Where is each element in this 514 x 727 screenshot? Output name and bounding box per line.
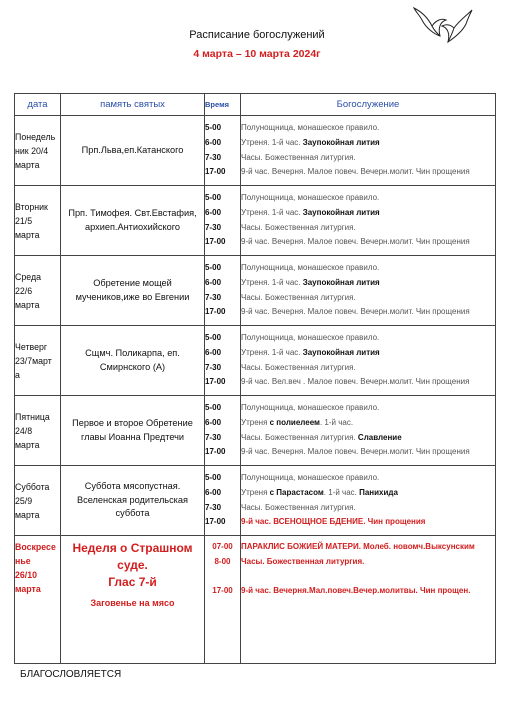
- doves-icon: [412, 6, 474, 46]
- service-line: [241, 486, 495, 501]
- time-value: 7-30: [205, 432, 222, 442]
- day-line: ник 20/4: [15, 145, 49, 156]
- times-cell: [205, 186, 241, 256]
- service-text: Утреня. 1-й час.: [241, 207, 303, 217]
- time-value: 7-30: [205, 222, 222, 232]
- day-line: Четверг: [15, 341, 48, 352]
- service-text: Часы. Божественная литургия.: [241, 222, 356, 232]
- day-line: марта: [15, 584, 41, 594]
- time-value: 5-00: [205, 473, 222, 483]
- service-line: [241, 206, 495, 221]
- service-line: [241, 515, 495, 530]
- service-line: [241, 431, 495, 446]
- day-line: марта: [15, 299, 40, 310]
- service-text: Утреня. 1-й час.: [241, 137, 303, 147]
- times-cell: [205, 466, 241, 536]
- time-value: 7-30: [205, 502, 222, 512]
- column-header-time: Время: [205, 94, 241, 116]
- service-bold-text: Заупокойная лития: [302, 277, 380, 287]
- service-text: Утреня: [241, 417, 270, 427]
- time-value: 17-00: [205, 517, 226, 527]
- service-line: [241, 235, 495, 250]
- column-header-service: Богослужение: [241, 94, 496, 116]
- services-cell: [241, 326, 496, 396]
- feast-title-line: Неделя о Страшном: [72, 541, 193, 555]
- day-cell: [15, 466, 61, 536]
- services-cell: [241, 116, 496, 186]
- day-line: 21/5: [15, 215, 33, 226]
- saints-cell: Обретение мощей мучеников,иже во Евгении: [61, 256, 205, 326]
- time-value: 5-00: [205, 403, 222, 413]
- service-bold-text: Панихида: [359, 487, 398, 497]
- feast-title-line: Глас 7-й: [108, 575, 157, 589]
- service-line: [241, 121, 495, 136]
- service-text: Полунощница, монашеское правило.: [241, 473, 380, 483]
- service-line: [241, 165, 495, 180]
- day-line: марта: [15, 229, 40, 240]
- service-text: 9-й час. Вечерня. Малое повеч. Вечерн.молит. Чин прощения: [241, 237, 470, 247]
- times-cell: [205, 326, 241, 396]
- day-line: нье: [15, 556, 31, 566]
- day-line: 24/8: [15, 425, 33, 436]
- service-line: [241, 331, 495, 346]
- times-cell: [205, 536, 241, 664]
- service-text: Часы. Божественная литургия.: [241, 362, 356, 372]
- service-text: Полунощница, монашеское правило.: [241, 263, 380, 273]
- blessing-text: БЛАГОСЛОВЛЯЕТСЯ: [20, 669, 122, 680]
- day-line: марта: [15, 159, 40, 170]
- table-row: [15, 466, 496, 536]
- service-line: [241, 346, 495, 361]
- service-text: 9-й час. Вечерня. Малое повеч. Вечерн.молит. Чин прощения: [241, 307, 470, 317]
- day-line: а: [15, 369, 20, 380]
- time-value: 6-00: [205, 347, 222, 357]
- service-line: [241, 569, 495, 584]
- service-line: [241, 416, 495, 431]
- table-row: [15, 396, 496, 466]
- service-text: Часы. Божественная литургия.: [241, 502, 356, 512]
- service-line: [241, 375, 495, 390]
- service-bold-text: Заупокойная лития: [302, 207, 380, 217]
- service-line: [241, 501, 495, 516]
- day-cell: [15, 326, 61, 396]
- time-value: 7-30: [205, 292, 222, 302]
- service-text: Полунощница, монашеское правило.: [241, 193, 380, 203]
- day-line: 23/7март: [15, 355, 52, 366]
- day-cell: [15, 186, 61, 256]
- table-header-row: [15, 94, 496, 116]
- time-value: [205, 569, 240, 584]
- column-header-date: дата: [15, 94, 61, 116]
- service-line: [241, 221, 495, 236]
- day-cell: [15, 116, 61, 186]
- service-bold-text: Заупокойная лития: [302, 347, 380, 357]
- service-text: Утреня. 1-й час.: [241, 277, 303, 287]
- service-text: Часы. Божественная литургия.: [241, 292, 356, 302]
- day-cell: [15, 536, 61, 664]
- services-cell: [241, 466, 496, 536]
- service-text: Полунощница, монашеское правило.: [241, 123, 380, 133]
- service-text: Утреня. 1-й час.: [241, 347, 303, 357]
- services-cell: [241, 256, 496, 326]
- times-cell: [205, 116, 241, 186]
- day-line: Воскресе: [15, 542, 56, 552]
- time-value: 6-00: [205, 487, 222, 497]
- date-range: 4 марта – 10 марта 2024г: [193, 48, 321, 60]
- time-value: 17-00: [205, 447, 226, 457]
- service-text: . 1-й час.: [319, 417, 354, 427]
- time-value: 17-00: [205, 307, 226, 317]
- service-text: 9-й час. Вечерня. Малое повеч. Вечерн.молит. Чин прощения: [241, 447, 470, 457]
- time-value: 17-00: [205, 377, 226, 387]
- saints-cell: Прп. Тимофея. Свт.Евстафия, архиеп.Антиохийского: [61, 186, 205, 256]
- time-value: 17-00: [212, 585, 233, 595]
- feast-subtitle: Заговенье на мясо: [90, 598, 175, 608]
- schedule-table: [14, 93, 496, 664]
- service-bold-text: 9-й час. ВСЕНОЩНОЕ БДЕНИЕ. Чин прощения: [241, 517, 426, 527]
- time-value: 5-00: [205, 263, 222, 273]
- service-line: 9-й час. Вечерня.Мал.повеч.Вечер.молитвы. Чин прощен.: [241, 585, 471, 595]
- day-line: Понедель: [15, 131, 56, 142]
- service-line: [241, 276, 495, 291]
- service-line: [241, 191, 495, 206]
- services-cell: [241, 396, 496, 466]
- service-bold-text: с Парастасом: [269, 487, 324, 497]
- time-value: 5-00: [205, 123, 222, 133]
- service-line: ПАРАКЛИС БОЖИЕЙ МАТЕРИ. Молеб. новомч.Выксунским: [241, 542, 475, 551]
- time-value: 6-00: [205, 207, 222, 217]
- table-row: [15, 256, 496, 326]
- time-value: 07-00: [212, 542, 233, 551]
- day-line: 26/10: [15, 570, 38, 580]
- time-value: 17-00: [205, 237, 226, 247]
- service-bold-text: Заупокойная лития: [302, 137, 380, 147]
- saints-cell: [61, 536, 205, 664]
- feast-title-line: суде.: [117, 558, 148, 572]
- saints-cell: Сщмч. Поликарпа, еп. Смирнского (А): [61, 326, 205, 396]
- day-line: Суббота: [15, 481, 50, 492]
- table-row: [15, 186, 496, 256]
- day-line: марта: [15, 439, 40, 450]
- service-line: [241, 445, 495, 460]
- time-value: 8-00: [214, 556, 231, 566]
- times-cell: [205, 256, 241, 326]
- service-text: Часы. Божественная литургия.: [241, 432, 358, 442]
- saints-cell: Суббота мясопустная. Вселенская родительская суббота: [61, 466, 205, 536]
- service-line: [241, 136, 495, 151]
- service-text: 9-й час. Вел.веч . Малое повеч. Вечерн.молит. Чин прощения: [241, 377, 470, 387]
- service-line: [241, 151, 495, 166]
- service-line: Часы. Божественная литургия.: [241, 556, 365, 566]
- service-text: . 1-й час.: [323, 487, 360, 497]
- day-line: 22/6: [15, 285, 33, 296]
- page-title: Расписание богослужений: [189, 29, 325, 41]
- service-text: Полунощница, монашеское правило.: [241, 333, 380, 343]
- day-line: 25/9: [15, 495, 33, 506]
- service-line: [241, 361, 495, 376]
- service-text: Полунощница, монашеское правило.: [241, 403, 380, 413]
- time-value: 7-30: [205, 362, 222, 372]
- service-text: Утреня: [241, 487, 270, 497]
- service-text: Часы. Божественная литургия.: [241, 152, 356, 162]
- time-value: 6-00: [205, 137, 222, 147]
- service-line: [241, 261, 495, 276]
- time-value: 6-00: [205, 277, 222, 287]
- service-bold-text: с полиелеем: [269, 417, 320, 427]
- table-row: [15, 116, 496, 186]
- times-cell: [205, 396, 241, 466]
- time-value: 6-00: [205, 417, 222, 427]
- service-line: [241, 471, 495, 486]
- time-value: 5-00: [205, 193, 222, 203]
- services-cell: [241, 536, 496, 664]
- table-row-sunday: [15, 536, 496, 664]
- service-text: 9-й час. Вечерня. Малое повеч. Вечерн.молит. Чин прощения: [241, 167, 470, 177]
- feast-title: [61, 536, 204, 591]
- day-cell: [15, 256, 61, 326]
- day-line: Среда: [15, 271, 41, 282]
- day-cell: [15, 396, 61, 466]
- time-value: 5-00: [205, 333, 222, 343]
- time-value: 7-30: [205, 152, 222, 162]
- service-line: [241, 401, 495, 416]
- service-line: [241, 305, 495, 320]
- time-value: 17-00: [205, 167, 226, 177]
- day-line: марта: [15, 509, 40, 520]
- saints-cell: Первое и второе Обретение главы Иоанна Предтечи: [61, 396, 205, 466]
- table-row: [15, 326, 496, 396]
- column-header-saints: память святых: [61, 94, 205, 116]
- services-cell: [241, 186, 496, 256]
- day-line: Вторник: [15, 201, 48, 212]
- service-line: [241, 291, 495, 306]
- day-line: Пятница: [15, 411, 50, 422]
- saints-cell: Прп.Льва,еп.Катанского: [61, 116, 205, 186]
- service-bold-text: Славление: [357, 432, 402, 442]
